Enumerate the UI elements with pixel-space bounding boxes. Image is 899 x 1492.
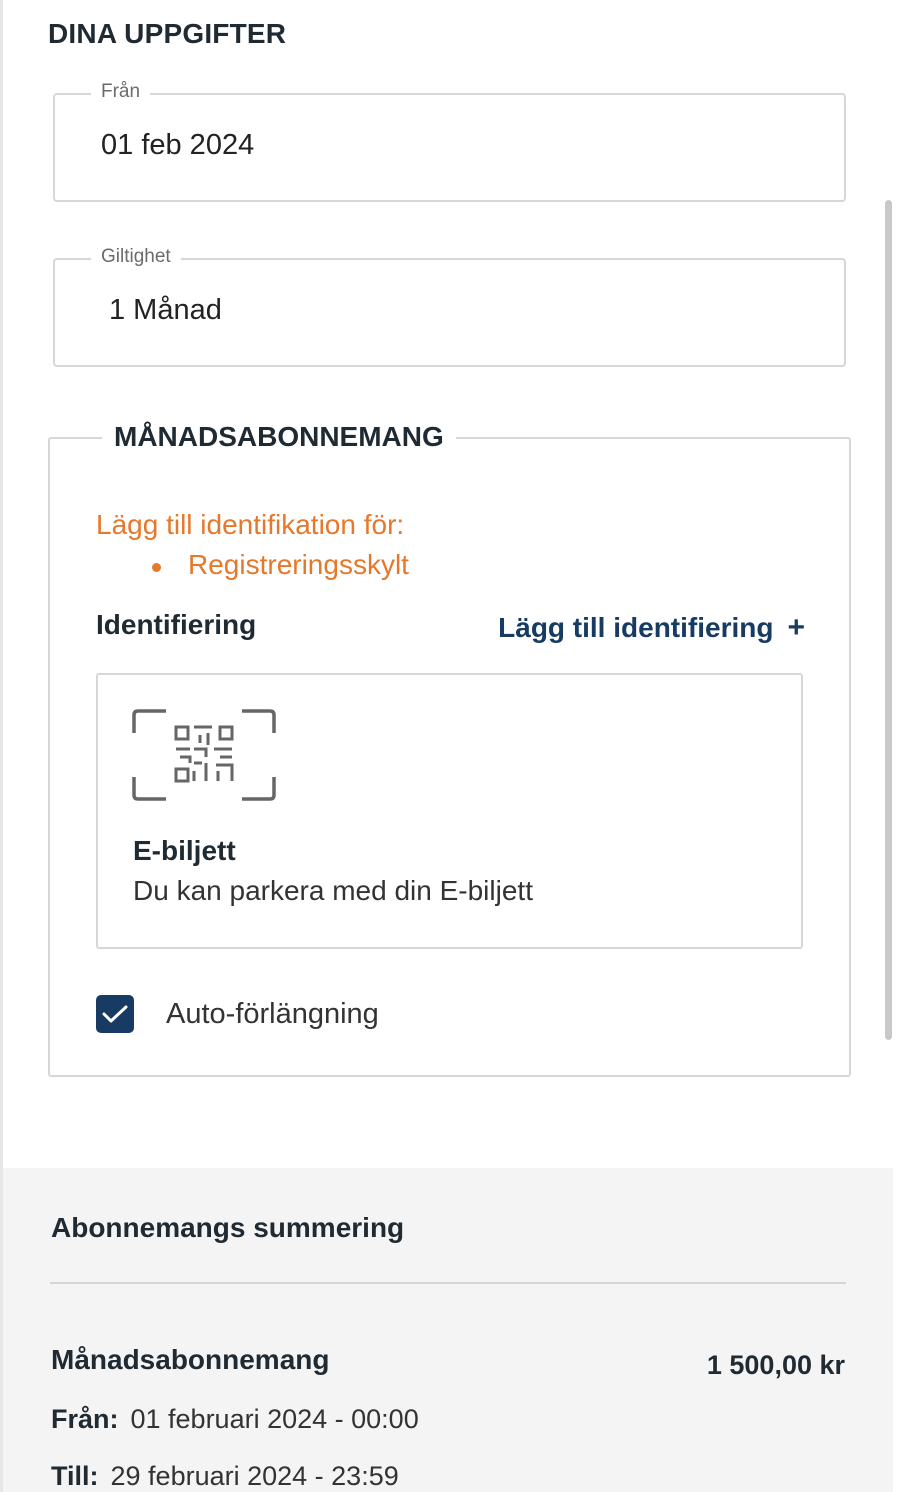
identification-warning: Lägg till identifikation för: bbox=[96, 509, 405, 540]
subscription-summary bbox=[3, 1168, 893, 1492]
eticket-description: Du kan parkera med din E-biljett bbox=[133, 875, 533, 906]
warning-list bbox=[146, 549, 409, 581]
eticket-title: E-biljett bbox=[133, 835, 236, 866]
warning-item-license-plate: Registreringsskylt bbox=[146, 549, 409, 581]
validity-value: 1 Månad bbox=[109, 294, 222, 326]
plus-icon: + bbox=[787, 611, 805, 644]
eticket-card[interactable] bbox=[96, 673, 803, 949]
qr-code-icon bbox=[132, 709, 276, 801]
from-date-value: 01 feb 2024 bbox=[101, 129, 255, 161]
add-identification-link[interactable] bbox=[498, 611, 805, 645]
summary-divider bbox=[50, 1282, 846, 1284]
summary-to-row bbox=[51, 1461, 399, 1492]
auto-renew-label: Auto-förlängning bbox=[166, 997, 379, 1030]
summary-from-label: Från: bbox=[51, 1404, 119, 1434]
summary-item-name: Månadsabonnemang bbox=[51, 1344, 330, 1375]
section-title: DINA UPPGIFTER bbox=[48, 18, 287, 49]
from-date-field[interactable] bbox=[53, 81, 846, 202]
summary-to-value: 29 februari 2024 - 23:59 bbox=[110, 1461, 399, 1491]
checkmark-icon bbox=[102, 1004, 128, 1024]
identification-label: Identifiering bbox=[96, 609, 257, 640]
validity-label: Giltighet bbox=[91, 246, 181, 268]
validity-field[interactable] bbox=[53, 246, 846, 367]
summary-from-value: 01 februari 2024 - 00:00 bbox=[130, 1404, 419, 1434]
from-date-label: Från bbox=[91, 81, 150, 103]
plan-legend: MÅNADSABONNEMANG bbox=[102, 421, 456, 453]
add-identification-label: Lägg till identifiering bbox=[498, 612, 774, 643]
summary-item-price: 1 500,00 kr bbox=[706, 1350, 845, 1380]
scrollbar[interactable] bbox=[885, 200, 892, 1040]
monthly-subscription-box bbox=[48, 421, 851, 1077]
auto-renew-row bbox=[96, 995, 379, 1033]
auto-renew-checkbox[interactable] bbox=[96, 995, 134, 1033]
summary-to-label: Till: bbox=[51, 1461, 99, 1491]
summary-from-row bbox=[51, 1404, 419, 1435]
summary-title: Abonnemangs summering bbox=[51, 1212, 405, 1243]
